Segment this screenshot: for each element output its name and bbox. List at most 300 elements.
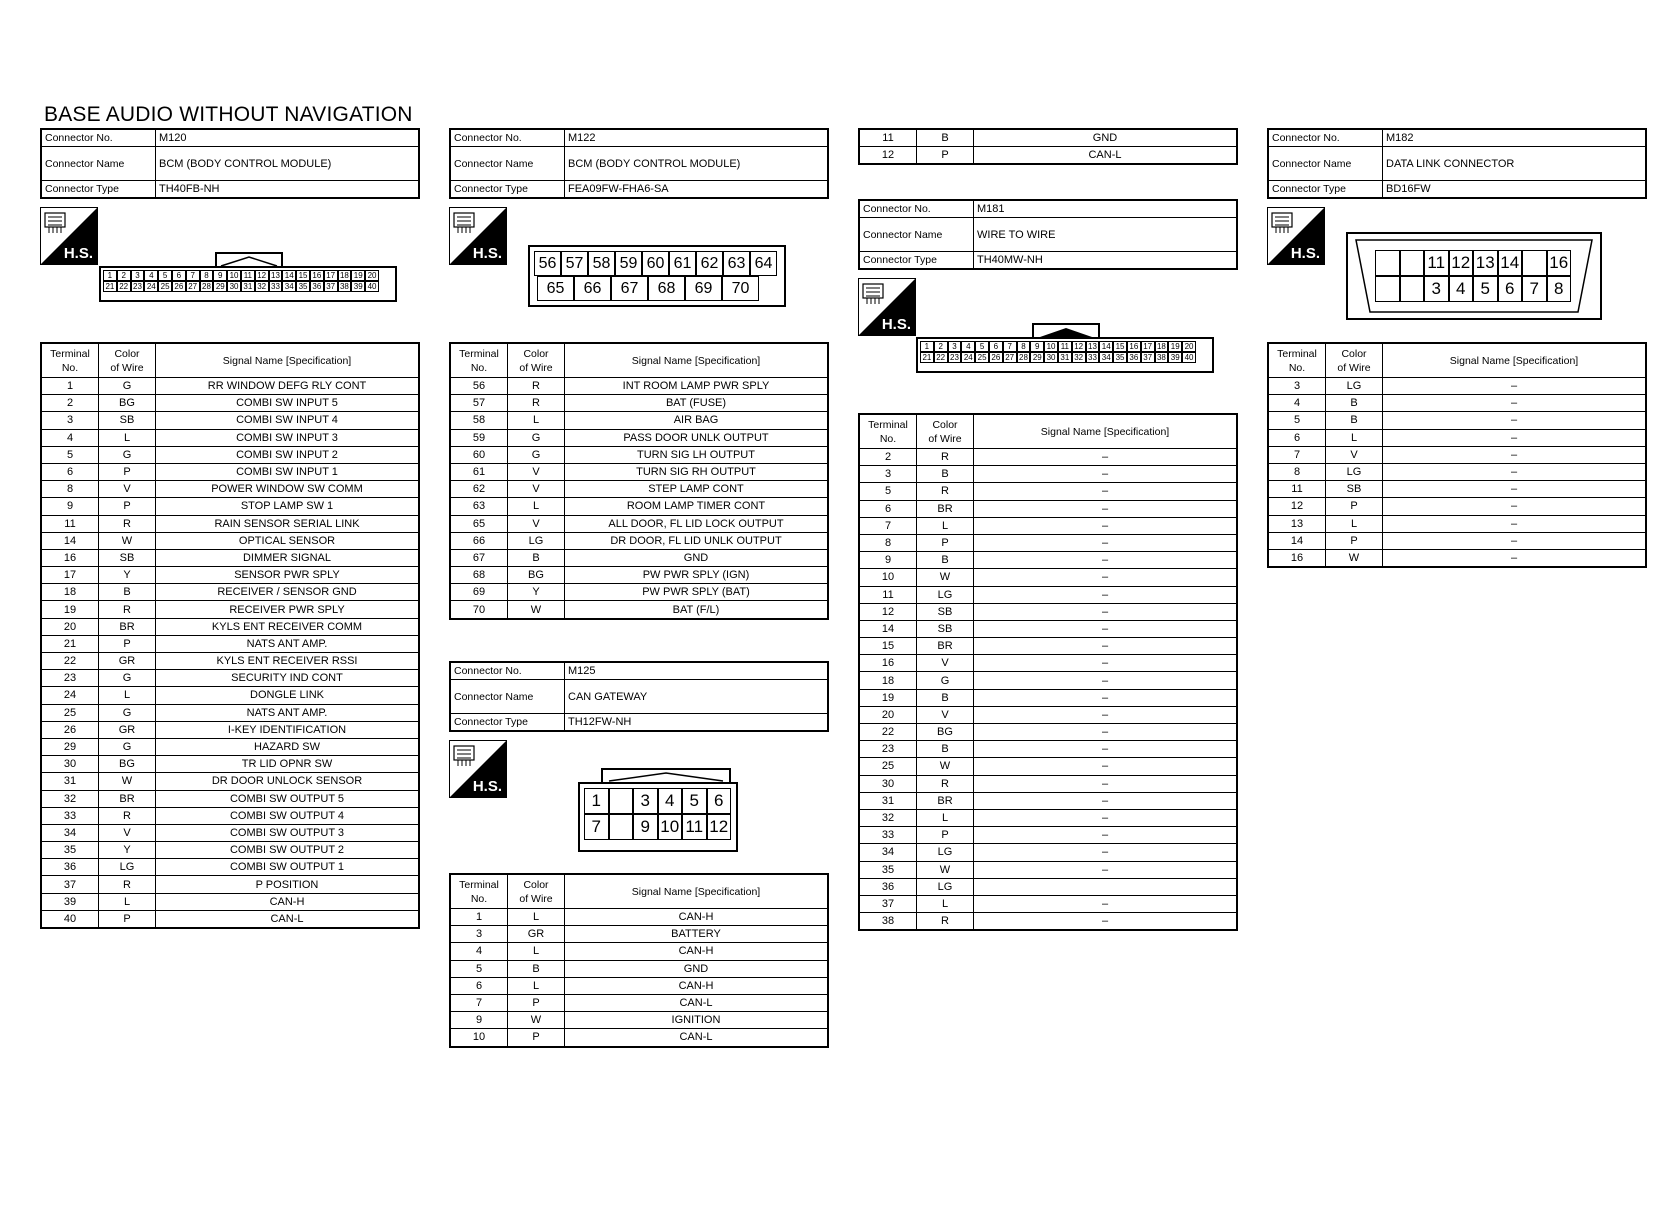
pin-cell: 18 (1155, 341, 1169, 352)
signal-name-cell: – (974, 861, 1238, 878)
pin-row (584, 814, 732, 840)
terminal-no-cell: 62 (450, 481, 508, 498)
pin-cell (609, 788, 634, 814)
wire-color-cell: L (99, 687, 156, 704)
terminal-no-cell: 37 (41, 876, 99, 893)
terminal-row (1268, 498, 1646, 515)
signal-name-cell: CAN-L (565, 1029, 829, 1047)
terminal-no-cell: 35 (859, 861, 917, 878)
signal-name-cell: BAT (FUSE) (565, 395, 829, 412)
signal-name-cell: I-KEY IDENTIFICATION (156, 721, 420, 738)
wire-color-cell: L (508, 498, 565, 515)
signal-name-cell: COMBI SW OUTPUT 4 (156, 807, 420, 824)
terminal-no-cell: 11 (859, 129, 917, 147)
pin-cell: 16 (1127, 341, 1141, 352)
pin-cell: 4 (961, 341, 975, 352)
pin-cell: 68 (648, 276, 685, 301)
terminal-row (41, 481, 419, 498)
connector-latch (601, 768, 731, 782)
pin-cell: 33 (269, 281, 283, 292)
terminal-no-cell: 6 (1268, 429, 1326, 446)
terminal-no-cell: 12 (859, 603, 917, 620)
wire-color-cell: B (1326, 412, 1383, 429)
pin-cell: 8 (1017, 341, 1031, 352)
terminal-row (859, 827, 1237, 844)
terminal-no-cell: 33 (41, 807, 99, 824)
connector-info-m181 (858, 199, 1238, 270)
connector-info-m122 (449, 128, 829, 199)
wire-color-cell: B (99, 584, 156, 601)
signal-name-cell: – (1383, 395, 1647, 412)
signal-name-cell: CAN-L (565, 994, 829, 1011)
pin-cell: 36 (310, 281, 324, 292)
terminal-row (41, 532, 419, 549)
terminal-row (859, 689, 1237, 706)
signal-name-cell: – (974, 758, 1238, 775)
wire-color-cell: SB (99, 549, 156, 566)
pin-cell: 13 (1086, 341, 1100, 352)
wire-color-cell: W (1326, 549, 1383, 567)
signal-name-cell: – (974, 638, 1238, 655)
wire-color-cell: W (508, 1012, 565, 1029)
wire-color-cell: V (508, 481, 565, 498)
terminal-table-m122 (449, 342, 829, 620)
pin-cell: 8 (200, 270, 214, 281)
pin-cell: 3 (1424, 276, 1449, 302)
terminal-table-m125 (449, 873, 829, 1048)
signal-name-cell: – (974, 827, 1238, 844)
wire-color-cell: R (99, 807, 156, 824)
signal-name-cell: – (974, 741, 1238, 758)
signal-name-cell: – (974, 724, 1238, 741)
signal-name-cell: TR LID OPNR SW (156, 756, 420, 773)
pin-cell: 5 (1473, 276, 1498, 302)
connector-face-m181 (916, 337, 1214, 373)
pin-cell: 69 (685, 276, 722, 301)
pin-cell: 22 (117, 281, 131, 292)
terminal-no-cell: 60 (450, 446, 508, 463)
terminal-row (41, 893, 419, 910)
pin-cell: 3 (633, 788, 658, 814)
terminal-row (450, 481, 828, 498)
terminal-no-cell: 32 (41, 790, 99, 807)
terminal-row (859, 844, 1237, 861)
wire-color-cell: R (508, 395, 565, 412)
pin-cell: 12 (255, 270, 269, 281)
terminal-row (41, 584, 419, 601)
pin-cell: 5 (158, 270, 172, 281)
signal-name-cell: KYLS ENT RECEIVER COMM (156, 618, 420, 635)
pin-cell: 15 (1113, 341, 1127, 352)
wire-color-cell: V (99, 481, 156, 498)
wire-color-cell: R (917, 483, 974, 500)
signal-name-cell: – (974, 517, 1238, 534)
connector-info-m120 (40, 128, 420, 199)
terminal-no-cell: 36 (41, 859, 99, 876)
connector-no-label: Connector No. (41, 129, 156, 147)
terminal-table-m182 (1267, 342, 1647, 568)
signal-name-cell: – (974, 689, 1238, 706)
wire-color-cell: BG (917, 724, 974, 741)
pin-cell: 64 (750, 251, 777, 276)
terminal-row (450, 429, 828, 446)
terminal-no-cell: 16 (41, 549, 99, 566)
terminal-row (859, 758, 1237, 775)
wire-color-cell: V (508, 515, 565, 532)
signal-name-cell: P POSITION (156, 876, 420, 893)
terminal-no-cell: 26 (41, 721, 99, 738)
terminal-no-cell: 34 (41, 824, 99, 841)
wire-color-cell: L (917, 809, 974, 826)
pin-cell: 60 (642, 251, 669, 276)
wire-color-cell: G (508, 446, 565, 463)
terminal-row (859, 775, 1237, 792)
wire-color-cell: V (508, 463, 565, 480)
pin-cell: 37 (324, 281, 338, 292)
terminal-row (859, 724, 1237, 741)
wire-color-cell: L (917, 517, 974, 534)
terminal-row (41, 670, 419, 687)
signal-name-cell: – (974, 809, 1238, 826)
terminal-row (41, 807, 419, 824)
signal-name-cell: CAN-H (565, 943, 829, 960)
pin-cell: 18 (338, 270, 352, 281)
wire-color-cell: G (99, 670, 156, 687)
pin-cell: 1 (584, 788, 609, 814)
signal-name-cell: – (974, 466, 1238, 483)
wire-color-cell: L (99, 429, 156, 446)
pin-cell: 39 (351, 281, 365, 292)
wire-color-cell: L (508, 977, 565, 994)
terminal-no-cell: 67 (450, 549, 508, 566)
terminal-row (859, 466, 1237, 483)
terminal-no-cell: 9 (41, 498, 99, 515)
pin-row (1375, 250, 1573, 276)
hs-label: H.S. (472, 245, 502, 262)
color-of-wire-header: Color of Wire (917, 414, 974, 449)
terminal-no-cell: 10 (859, 569, 917, 586)
terminal-row (41, 910, 419, 928)
connector-name-label: Connector Name (41, 147, 156, 181)
wire-color-cell: W (917, 861, 974, 878)
wire-color-cell: W (99, 532, 156, 549)
hs-label: H.S. (472, 778, 502, 795)
signal-name-cell: COMBI SW INPUT 1 (156, 463, 420, 480)
signal-name-cell: – (974, 620, 1238, 637)
terminal-row (859, 552, 1237, 569)
connector-m122 (449, 128, 829, 199)
pin-row (534, 251, 780, 276)
terminal-row (859, 449, 1237, 466)
signal-name-cell: COMBI SW OUTPUT 2 (156, 842, 420, 859)
pin-cell: 33 (1086, 352, 1100, 363)
pin-cell: 28 (200, 281, 214, 292)
pin-cell: 19 (1168, 341, 1182, 352)
signal-name-cell: – (974, 895, 1238, 912)
pin-cell: 6 (172, 270, 186, 281)
pin-cell: 66 (574, 276, 611, 301)
terminal-no-cell: 21 (41, 635, 99, 652)
pin-cell: 7 (1522, 276, 1547, 302)
terminal-row (450, 960, 828, 977)
pin-cell: 12 (707, 814, 732, 840)
connector-name-value: BCM (BODY CONTROL MODULE) (565, 147, 829, 181)
signal-name-cell: DR DOOR UNLOCK SENSOR (156, 773, 420, 790)
wire-color-cell: BR (917, 638, 974, 655)
pin-cell: 9 (1030, 341, 1044, 352)
pin-cell: 7 (584, 814, 609, 840)
terminal-no-cell: 2 (41, 395, 99, 412)
pin-cell: 67 (611, 276, 648, 301)
pin-cell (1375, 276, 1400, 302)
terminal-row (450, 463, 828, 480)
wire-color-cell: LG (917, 844, 974, 861)
terminal-row (859, 638, 1237, 655)
signal-name-header: Signal Name [Specification] (565, 343, 829, 378)
wire-color-cell: R (99, 876, 156, 893)
terminal-no-cell: 4 (41, 429, 99, 446)
signal-name-cell: – (974, 500, 1238, 517)
signal-name-cell: – (1383, 446, 1647, 463)
wire-color-cell: L (1326, 515, 1383, 532)
pin-cell: 12 (1449, 250, 1474, 276)
terminal-no-cell: 66 (450, 532, 508, 549)
pin-cell: 13 (269, 270, 283, 281)
signal-name-header: Signal Name [Specification] (156, 343, 420, 378)
terminal-no-cell: 11 (41, 515, 99, 532)
signal-name-cell: – (974, 792, 1238, 809)
signal-name-cell: COMBI SW INPUT 5 (156, 395, 420, 412)
pin-cell: 32 (1072, 352, 1086, 363)
signal-name-cell: NATS ANT AMP. (156, 635, 420, 652)
terminal-no-cell: 69 (450, 584, 508, 601)
terminal-row (859, 655, 1237, 672)
wire-color-cell: BR (99, 790, 156, 807)
terminal-row (41, 395, 419, 412)
terminal-no-cell: 7 (1268, 446, 1326, 463)
signal-name-cell: COMBI SW OUTPUT 5 (156, 790, 420, 807)
wire-color-cell: Y (508, 584, 565, 601)
wire-color-cell: LG (99, 859, 156, 876)
signal-name-cell: PASS DOOR UNLK OUTPUT (565, 429, 829, 446)
signal-name-cell: – (974, 483, 1238, 500)
connector-type-value: TH12FW-NH (565, 714, 829, 732)
terminal-no-cell: 8 (1268, 463, 1326, 480)
color-of-wire-header: Color of Wire (1326, 343, 1383, 378)
wire-color-cell: L (508, 909, 565, 926)
pin-cell: 29 (1030, 352, 1044, 363)
signal-name-cell: RECEIVER PWR SPLY (156, 601, 420, 618)
signal-name-cell: RR WINDOW DEFG RLY CONT (156, 378, 420, 395)
terminal-no-cell: 12 (859, 147, 917, 165)
terminal-no-cell: 20 (41, 618, 99, 635)
pin-cell: 17 (1141, 341, 1155, 352)
pin-cell (1375, 250, 1400, 276)
terminal-no-cell: 65 (450, 515, 508, 532)
terminal-no-cell: 7 (859, 517, 917, 534)
wire-color-cell: L (508, 412, 565, 429)
wire-color-cell: P (99, 910, 156, 928)
pin-cell: 12 (1072, 341, 1086, 352)
pin-cell: 7 (186, 270, 200, 281)
signal-name-cell: IGNITION (565, 1012, 829, 1029)
wire-color-cell: P (508, 1029, 565, 1047)
pin-cell: 19 (351, 270, 365, 281)
pin-cell: 22 (934, 352, 948, 363)
signal-name-cell: – (1383, 463, 1647, 480)
terminal-row (450, 943, 828, 960)
pin-row (584, 788, 732, 814)
wire-color-cell: BR (917, 792, 974, 809)
signal-name-cell: ALL DOOR, FL LID LOCK OUTPUT (565, 515, 829, 532)
terminal-no-cell: 4 (450, 943, 508, 960)
pin-cell: 21 (103, 281, 117, 292)
terminal-no-cell: 6 (859, 500, 917, 517)
signal-name-cell: – (974, 913, 1238, 931)
signal-name-cell: – (974, 655, 1238, 672)
terminal-no-cell: 22 (859, 724, 917, 741)
wire-color-cell: LG (917, 586, 974, 603)
terminal-row (41, 412, 419, 429)
pin-cell: 11 (241, 270, 255, 281)
pin-cell: 57 (561, 251, 588, 276)
pin-row (1375, 276, 1573, 302)
pin-cell: 3 (131, 270, 145, 281)
terminal-row (41, 824, 419, 841)
terminal-row (450, 515, 828, 532)
terminal-row (41, 842, 419, 859)
terminal-row (859, 878, 1237, 895)
wire-color-cell: V (1326, 446, 1383, 463)
pin-cell: 27 (1003, 352, 1017, 363)
connector-no-label: Connector No. (450, 662, 565, 680)
connector-no-value: M122 (565, 129, 829, 147)
terminal-row (859, 129, 1237, 147)
terminal-no-cell: 36 (859, 878, 917, 895)
pin-cell: 62 (696, 251, 723, 276)
wire-color-cell: P (99, 463, 156, 480)
signal-name-cell: KYLS ENT RECEIVER RSSI (156, 653, 420, 670)
terminal-no-header: Terminal No. (1268, 343, 1326, 378)
pin-cell (1400, 250, 1425, 276)
wire-color-cell: P (917, 827, 974, 844)
terminal-row (859, 861, 1237, 878)
pin-cell: 2 (934, 341, 948, 352)
terminal-row (859, 672, 1237, 689)
pin-cell: 40 (365, 281, 379, 292)
terminal-no-cell: 10 (450, 1029, 508, 1047)
terminal-row (41, 601, 419, 618)
pin-cell: 13 (1473, 250, 1498, 276)
terminal-no-cell: 4 (1268, 395, 1326, 412)
color-of-wire-header: Color of Wire (508, 874, 565, 909)
signal-name-cell: GND (565, 549, 829, 566)
signal-name-cell: CAN-L (974, 147, 1238, 165)
terminal-no-cell: 12 (1268, 498, 1326, 515)
pin-cell: 9 (213, 270, 227, 281)
terminal-no-cell: 5 (41, 446, 99, 463)
pin-row (103, 270, 393, 281)
connector-face-m125 (578, 782, 738, 852)
pin-cell: 16 (310, 270, 324, 281)
terminal-no-cell: 37 (859, 895, 917, 912)
pin-cell: 14 (282, 270, 296, 281)
wire-color-cell: B (917, 689, 974, 706)
terminal-row (41, 498, 419, 515)
terminal-no-header: Terminal No. (859, 414, 917, 449)
pin-cell: 25 (158, 281, 172, 292)
pin-cell: 14 (1498, 250, 1523, 276)
pin-cell: 17 (324, 270, 338, 281)
connector-type-label: Connector Type (1268, 181, 1383, 199)
signal-name-cell: – (974, 586, 1238, 603)
terminal-row (450, 926, 828, 943)
wire-color-cell: R (99, 601, 156, 618)
wire-color-cell: BR (99, 618, 156, 635)
terminal-no-cell: 8 (859, 534, 917, 551)
terminal-no-cell: 30 (41, 756, 99, 773)
connector-no-label: Connector No. (1268, 129, 1383, 147)
terminal-row (859, 809, 1237, 826)
pin-cell: 34 (282, 281, 296, 292)
connector-type-label: Connector Type (41, 181, 156, 199)
signal-name-cell: CAN-L (156, 910, 420, 928)
wire-color-cell: G (99, 378, 156, 395)
terminal-no-cell: 39 (41, 893, 99, 910)
terminal-row (41, 549, 419, 566)
terminal-row (450, 532, 828, 549)
wire-color-cell: G (917, 672, 974, 689)
terminal-no-cell: 5 (1268, 412, 1326, 429)
pin-cell: 11 (1424, 250, 1449, 276)
terminal-table-m120 (40, 342, 420, 929)
pin-row (103, 281, 393, 292)
terminal-row (1268, 446, 1646, 463)
terminal-no-cell: 23 (859, 741, 917, 758)
signal-name-cell: AIR BAG (565, 412, 829, 429)
pin-cell: 23 (131, 281, 145, 292)
wire-color-cell: G (99, 738, 156, 755)
terminal-row (450, 994, 828, 1011)
pin-cell: 35 (296, 281, 310, 292)
pin-cell: 32 (255, 281, 269, 292)
terminal-no-cell: 1 (450, 909, 508, 926)
signal-name-cell: – (974, 449, 1238, 466)
connector-no-value: M181 (974, 200, 1238, 218)
connector-type-label: Connector Type (450, 181, 565, 199)
connector-type-value: TH40FB-NH (156, 181, 420, 199)
terminal-row (859, 913, 1237, 931)
connector-info-m125 (449, 661, 829, 732)
pin-cell (609, 814, 634, 840)
signal-name-cell: – (1383, 378, 1647, 395)
terminal-row (41, 378, 419, 395)
hs-label: H.S. (1290, 245, 1320, 262)
signal-name-cell: STEP LAMP CONT (565, 481, 829, 498)
wire-color-cell: P (508, 994, 565, 1011)
wire-color-cell: BG (99, 756, 156, 773)
pin-cell: 23 (948, 352, 962, 363)
wire-color-cell: W (917, 758, 974, 775)
signal-name-cell: RECEIVER / SENSOR GND (156, 584, 420, 601)
hs-harness-side-icon (40, 207, 98, 265)
pin-cell: 10 (1044, 341, 1058, 352)
terminal-row (41, 653, 419, 670)
pin-cell: 30 (227, 281, 241, 292)
connector-name-value: DATA LINK CONNECTOR (1383, 147, 1647, 181)
pin-cell: 27 (186, 281, 200, 292)
terminal-no-cell: 29 (41, 738, 99, 755)
